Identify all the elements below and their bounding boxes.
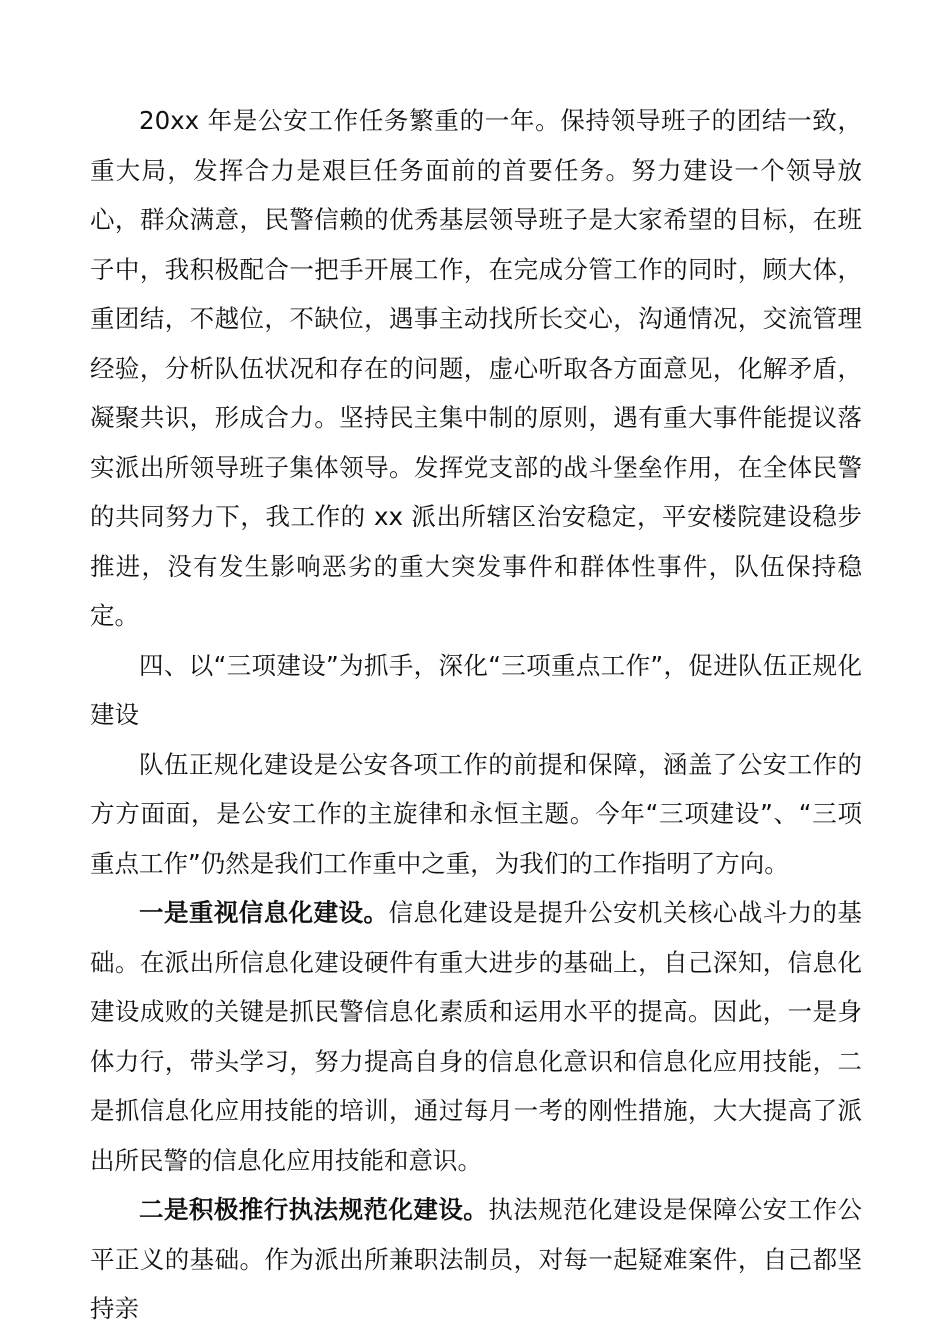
heading-text: 四、以“三项建设”为抓手，深化“三项重点工作”，促进队伍正规化建设 — [90, 650, 862, 729]
paragraph-informatization — [90, 888, 862, 1185]
paragraph-team-standardization — [90, 740, 862, 889]
paragraph-text: 信息化建设是提升公安机关核心战斗力的基础。在派出所信息化建设硬件有重大进步的基础上，自己深知，信息化建设成败的关键是抓民警信息化素质和运用水平的提高。因此，一是身体力行，带头学习，努力提高自身的信息化意识和信息化应用技能，二是抓信息化应用技能的培训，通过每月一考的刚性措施，大大提高了派出所民警的信息化应用技能和意识。 — [90, 898, 863, 1175]
paragraph-leadership-unity — [90, 96, 862, 641]
paragraph-text: 20xx 年是公安工作任务繁重的一年。保持领导班子的团结一致，重大局，发挥合力是艰巨任务面前的首要任务。努力建设一个领导放心，群众满意，民警信赖的优秀基层领导班子是大家希望的目标，在班子中，我积极配合一把手开展工作，在完成分管工作的同时，顾大体，重团结，不越位，不缺位，遇事主动找所长交心，沟通情况，交流管理经验，分析队伍状况和存在的问题，虚心听取各方面意见，化解矛盾，凝聚共识，形成合力。坚持民主集中制的原则，遇有重大事件能提议落实派出所领导班子集体领导。发挥党支部的战斗堡垒作用，在全体民警的共同努力下，我工作的 xx 派出所辖区治安稳定，平安楼院建设稳步推进，没有发生影响恶劣的重大突发事件和群体性事件，队伍保持稳定。 — [90, 106, 862, 630]
paragraph-law-enforcement — [90, 1185, 862, 1334]
paragraph-text: 队伍正规化建设是公安各项工作的前提和保障，涵盖了公安工作的方方面面，是公安工作的主旋律和永恒主题。今年“三项建设”、“三项重点工作”仍然是我们工作重中之重，为我们的工作指明了方向。 — [90, 749, 862, 878]
document-body — [90, 96, 862, 1334]
paragraph-lead-bold: 二是积极推行执法规范化建设。 — [139, 1195, 489, 1224]
paragraph-text: 执法规范化建设是保障公安工作公平正义的基础。作为派出所兼职法制员，对每一起疑难案件，自己都坚持亲 — [90, 1195, 862, 1323]
section-heading-four — [90, 641, 862, 740]
paragraph-lead-bold: 一是重视信息化建设。 — [139, 898, 389, 927]
